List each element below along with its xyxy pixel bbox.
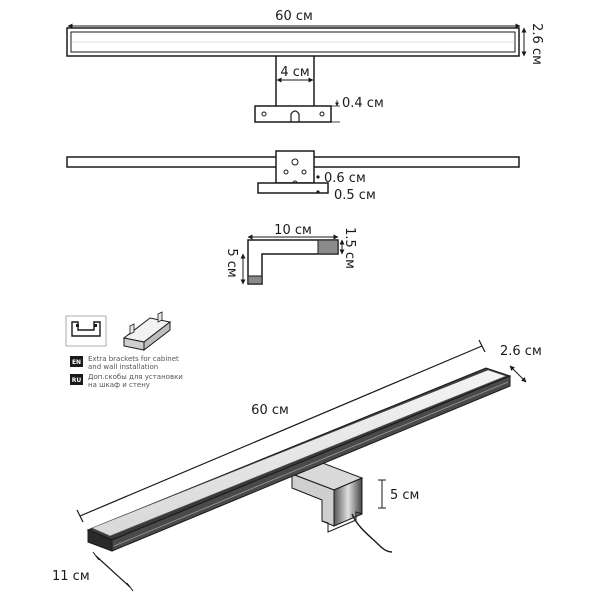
side-thickness-label: 1.5 см (342, 227, 357, 269)
side-depth-label: 10 см (274, 223, 312, 238)
top-bracket (276, 151, 314, 183)
front-plate-label: 0.4 см (342, 96, 384, 111)
persp-lamp-bar (88, 368, 510, 551)
front-bracket-label: 4 см (280, 65, 310, 80)
top-label-2: 0.5 см (334, 188, 376, 203)
power-cable (352, 514, 392, 552)
svg-text:EN: EN (71, 359, 82, 366)
en-note-line1: Extra brackets for cabinet (88, 355, 179, 363)
persp-height-dim-line (510, 366, 526, 382)
persp-height-label: 2.6 см (500, 344, 542, 359)
front-width-label: 60 см (275, 9, 313, 24)
side-drop-label: 5 см (224, 248, 239, 278)
top-label-1: 0.6 см (324, 171, 366, 186)
en-note-line2: and wall installation (88, 363, 159, 371)
ru-note-line1: Доп.скобы для установки (88, 373, 183, 381)
persp-length-dim-line (80, 346, 482, 516)
svg-text:RU: RU (71, 377, 82, 384)
cabinet-bracket-icon (66, 316, 106, 346)
persp-drop-label: 5 см (390, 488, 420, 503)
ru-note-line2: на шкаф и стену (88, 381, 150, 389)
top-view (67, 151, 519, 203)
wall-bracket-icon (124, 312, 170, 350)
persp-length-label: 60 см (251, 403, 289, 418)
front-height-label: 2.6 см (529, 23, 544, 65)
persp-depth-label: 11 см (52, 569, 90, 584)
extra-brackets-note (66, 312, 183, 389)
persp-depth-dim-line (96, 556, 130, 587)
persp-bracket (292, 462, 392, 552)
front-view (67, 9, 544, 122)
side-view (224, 223, 357, 284)
